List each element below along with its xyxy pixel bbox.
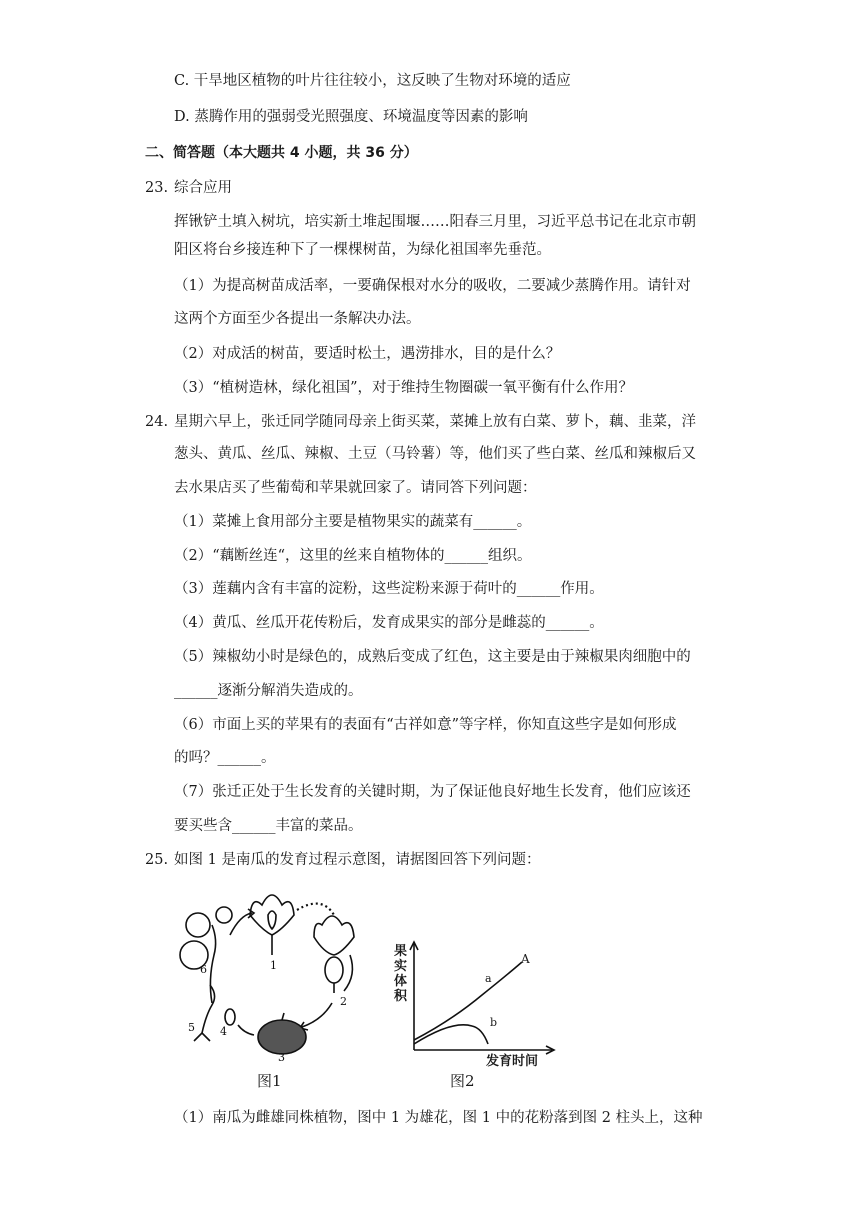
curve-b-label: b [490, 1016, 498, 1029]
pumpkin-cycle-figure [172, 885, 372, 1065]
q24-stem-line: 葱头、黄瓜、丝瓜、辣椒、土豆（马铃薯）等，他们买了些白菜、丝瓜和辣椒后又 [174, 446, 696, 462]
fig1-label-6: 6 [200, 963, 207, 976]
q24-sub7-cont: 要买些含______丰富的菜品。 [174, 818, 363, 834]
q25-number: 25. [145, 852, 169, 868]
fig1-label-3: 3 [278, 1051, 285, 1064]
q24-sub6-cont: 的吗？______。 [174, 750, 276, 766]
q24-sub3: （3）莲藕内含有丰富的淀粉，这些淀粉来源于荷叶的______作用。 [174, 581, 604, 597]
option-d: D. 蒸腾作用的强弱受光照强度、环境温度等因素的影响 [174, 109, 528, 125]
figure1-caption: 图1 [257, 1072, 282, 1090]
q23-stem-line: 挥锹铲土填入树坑，培实新土堆起围堰……阳春三月里，习近平总书记在北京市朝 [174, 214, 696, 230]
q23-sub3: （3）“植树造林，绿化祖国”，对于维持生物圈碳一氧平衡有什么作用？ [174, 380, 634, 396]
graph-y-label: 果实体积 [394, 944, 408, 1004]
fig1-label-4: 4 [220, 1025, 227, 1038]
q23-sub1: （1）为提高树苗成活率，一要确保根对水分的吸收，二要减少蒸腾作用。请针对 [174, 278, 691, 294]
leaf [186, 913, 210, 937]
curve-endpoint-label: A [521, 952, 530, 966]
curve-a-label: a [485, 972, 492, 985]
fig1-label-5: 5 [188, 1021, 195, 1034]
q24-stem-line: 去水果店买了些葡萄和苹果就回家了。请同答下列问题： [174, 480, 537, 496]
q25-stem: 如图 1 是南瓜的发育过程示意图，请据图回答下列问题： [174, 852, 541, 868]
q25-sub1: （1）南瓜为雌雄同株植物，图中 1 为雄花，图 1 中的花粉落到图 2 柱头上，这种 [174, 1110, 703, 1126]
q24-sub1: （1）菜摊上食用部分主要是植物果实的蔬菜有______。 [174, 514, 532, 530]
q23-title: 综合应用 [174, 180, 232, 196]
q24-sub5-cont: ______逐渐分解消失造成的。 [174, 683, 363, 699]
fig1-label-1: 1 [270, 959, 277, 972]
q23-number: 23. [145, 180, 169, 196]
q24-sub2: （2）“藕断丝连“，这里的丝来自植物体的______组织。 [174, 548, 532, 564]
section-heading: 二、简答题（本大题共 4 小题，共 36 分） [145, 145, 418, 161]
q23-stem-line: 阳区将台乡接连种下了一棵棵树苗，为绿化祖国率先垂范。 [174, 242, 551, 258]
fig1-label-2: 2 [340, 995, 347, 1008]
pumpkin-fruit [258, 1020, 306, 1054]
q24-number: 24. [145, 414, 169, 430]
q24-stem-line: 星期六早上，张迁同学随同母亲上街买菜，菜摊上放有白菜、萝卜，藕、韭菜，洋 [174, 414, 696, 430]
q24-sub5: （5）辣椒幼小时是绿色的，成熟后变成了红色，这主要是由于辣椒果肉细胞中的 [174, 649, 691, 665]
q24-sub7: （7）张迁正处于生长发育的关键时期，为了保证他良好地生长发育，他们应该还 [174, 784, 691, 800]
q24-sub4: （4）黄瓜、丝瓜开花传粉后，发育成果实的部分是雌蕊的______。 [174, 615, 604, 631]
curve-a [414, 962, 522, 1040]
seed [225, 1009, 235, 1025]
q24-sub6: （6）市面上买的苹果有的表面有“古祥如意”等字样，你知直这些字是如何形成 [174, 717, 677, 733]
q23-sub2: （2）对成活的树苗，要适时松土，遇涝排水，目的是什么？ [174, 346, 561, 362]
graph-x-label: 发育时间 [486, 1054, 539, 1069]
female-flower [314, 916, 354, 955]
option-c: C. 干旱地区植物的叶片往往较小，这反映了生物对环境的适应 [174, 73, 571, 89]
q23-sub1-cont: 这两个方面至少各提出一条解决办法。 [174, 311, 421, 327]
figure2-caption: 图2 [450, 1072, 475, 1090]
